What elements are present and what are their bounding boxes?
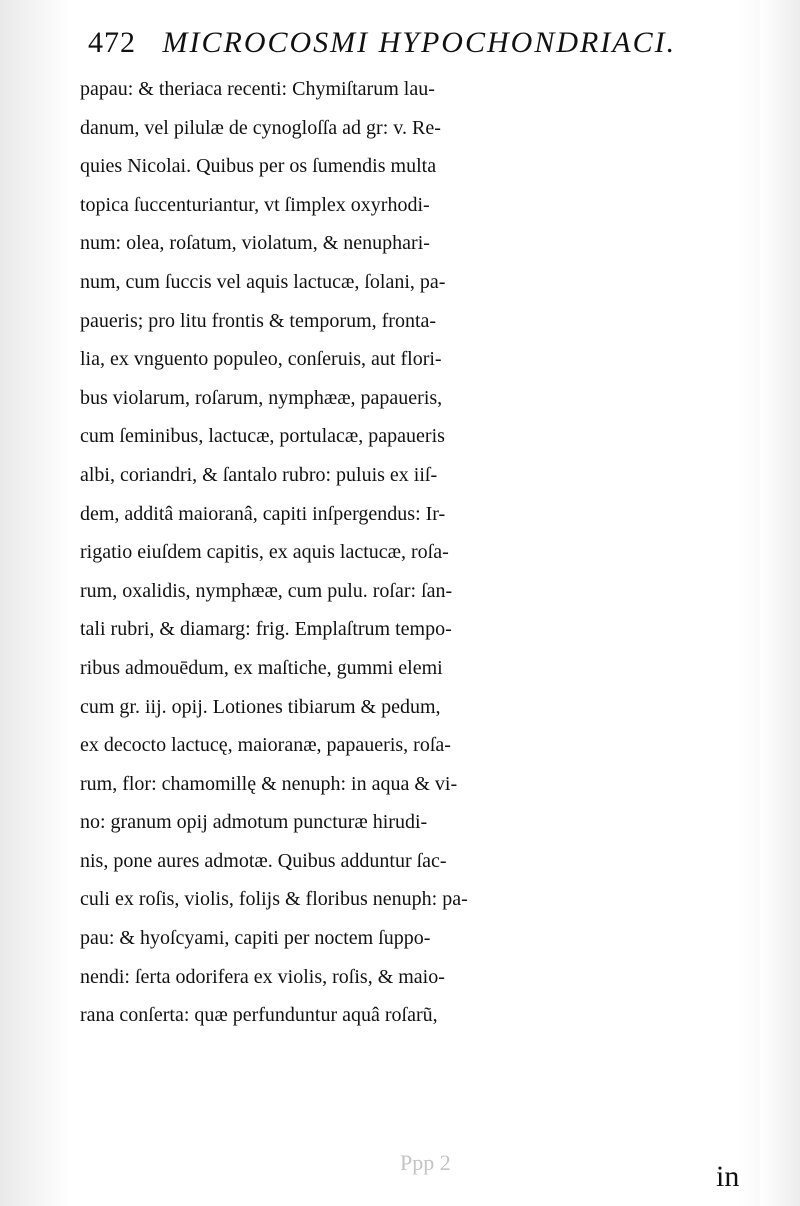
running-head — [88, 26, 748, 60]
text-line: num, cum ſuccis vel aquis lactucæ, ſolani, pa- — [80, 270, 446, 293]
signature-mark: Ppp 2 — [400, 1150, 451, 1175]
text-line: cum ſeminibus, lactucæ, portulacæ, papaueris — [80, 425, 445, 448]
text-line: topica ſuccenturiantur, vt ſimplex oxyrhodi- — [80, 193, 430, 216]
text-line: rum, oxalidis, nymphææ, cum pulu. roſar: ſan- — [80, 579, 453, 602]
text-line: dem, additâ maioranâ, capiti inſpergendus: Ir- — [80, 502, 446, 525]
text-line: rana conſerta: quæ perfunduntur aquâ roſarũ, — [80, 1004, 438, 1027]
left-gutter-shadow — [0, 0, 70, 1206]
running-title: MICROCOSMI HYPOCHONDRIACI. — [162, 26, 677, 59]
text-line: bus violarum, roſarum, nymphææ, papaueris, — [80, 386, 443, 409]
text-line: papau: & theriaca recenti: Chymiſtarum lau- — [80, 78, 435, 100]
text-line: nendi: ſerta odorifera ex violis, roſis, & maio- — [80, 965, 445, 988]
catchword: in — [716, 1160, 740, 1193]
text-line: paueris; pro litu frontis & temporum, fronta- — [80, 309, 437, 332]
text-line: culi ex roſis, violis, folijs & floribus nenuph: pa- — [80, 888, 468, 911]
text-line: albi, coriandri, & ſantalo rubro: puluis ex iiſ- — [80, 463, 438, 486]
text-line: cum gr. iij. opij. Lotiones tibiarum & pedum, — [80, 695, 441, 718]
text-line: lia, ex vnguento populeo, conſeruis, aut flori- — [80, 348, 442, 371]
text-line: danum, vel pilulæ de cynogloſſa ad gr: v. Re- — [80, 116, 441, 139]
text-line: rigatio eiuſdem capitis, ex aquis lactucæ, roſa- — [80, 541, 449, 564]
text-line: ribus admouēdum, ex maſtiche, gummi elemi — [80, 656, 443, 679]
text-line: num: olea, roſatum, violatum, & nenuphari- — [80, 232, 430, 255]
page-number: 472 — [88, 26, 136, 59]
text-line: rum, flor: chamomillę & nenuph: in aqua & vi- — [80, 772, 458, 795]
text-line: nis, pone aures admotæ. Quibus adduntur ſac- — [80, 849, 447, 872]
text-line: ex decocto lactucę, maioranæ, papaueris, roſa- — [80, 734, 451, 757]
body-text — [80, 70, 770, 1035]
text-line: no: granum opij admotum puncturæ hirudi- — [80, 811, 428, 834]
text-line: tali rubri, & diamarg: frig. Emplaſtrum tempo- — [80, 618, 452, 641]
text-line: pau: & hyoſcyami, capiti per noctem ſuppo- — [80, 927, 431, 950]
text-line: quies Nicolai. Quibus per os ſumendis multa — [80, 155, 437, 178]
